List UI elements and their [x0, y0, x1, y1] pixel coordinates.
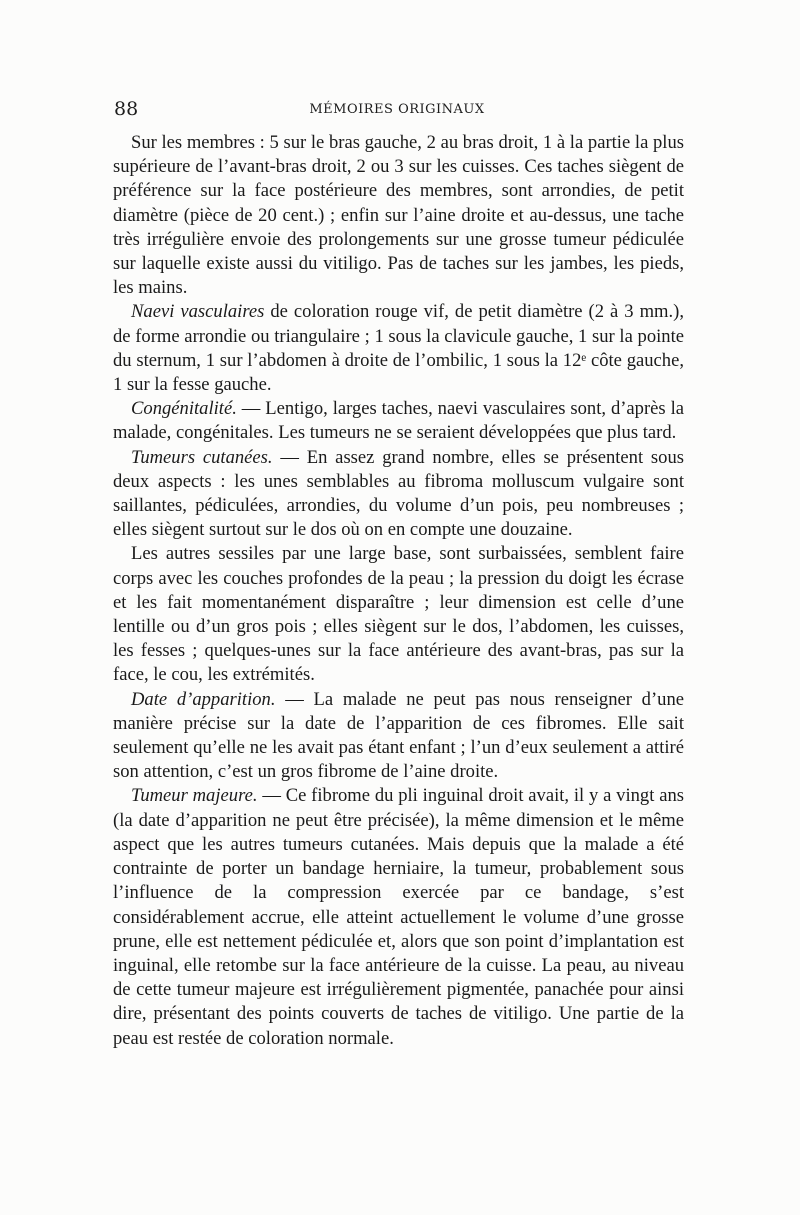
paragraph-text: Sur les membres : 5 sur le bras gauche, 2 au bras droit, 1 à la partie la plus supérieure de l’avant-bras droit, 2 ou 3 sur les cuisses. Ces taches siègent de préférence sur la face postérieure des membres, sont arrondies, de petit diamètre (pièce de 20 cent.) ; enfin sur l’aine droite et au-dessus, une tache très irrégulière envoie des prolongements sur une grosse tumeur pédiculée sur laquelle existe aussi du vitiligo. Pas de taches sur les jambes, les pieds, les mains. [113, 132, 684, 299]
page-number: 88 [114, 98, 139, 120]
paragraph-tumeurs-cutanees [113, 446, 684, 543]
paragraph-tumeur-majeure [113, 784, 684, 1050]
paragraph-text: — La malade ne peut pas nous renseigner d’une manière précise sur la date de l’apparition de ces fibromes. Elle sait seulement qu’elle ne les avait pas étant enfant ; l’un d’eux seulement a attiré son attention, c’est un gros fibrome de l’aine droite. [113, 688, 685, 783]
paragraph-lead: Naevi vasculaires [131, 301, 265, 323]
paragraph-text: de coloration rouge vif, de petit diamètre (2 à 3 mm.), de forme arrondie ou triangulaire ; 1 sous la clavicule gauche, 1 sur la pointe du sternum, 1 sur l’abdomen à droite de l’ombilic, 1 sous la 12ᵉ côte gauche, 1 sur la fesse gauche. [113, 301, 684, 396]
running-head [110, 98, 684, 122]
paragraph-lead: Tumeurs cutanées. [131, 446, 273, 468]
paragraph-tumeurs-sessiles [113, 542, 684, 687]
body-text [113, 131, 684, 1051]
paragraph-text: — Ce fibrome du pli inguinal droit avait, il y a vingt ans (la date d’apparition ne peut être précisée), la même dimension et le même aspect que les autres tumeurs cutanées. Mais depuis que la malade a été contrainte de porter un bandage herniaire, la tumeur, probablement sous l’influence de la compression exercée par ce bandage, s’est considérablement accrue, elle atteint actuellement le volume d’une grosse prune, elle est nettement pédiculée et, alors que son point d’implantation est inguinal, elle retombe sur la face antérieure de la cuisse. La peau, au niveau de cette tumeur majeure est irrégulièrement pigmentée, panachée pour ainsi dire, présentant des points couverts de taches de vitiligo. Une partie de la peau est restée de coloration normale. [113, 785, 684, 1049]
paragraph-naevi [113, 300, 684, 397]
paragraph-text: — En assez grand nombre, elles se présentent sous deux aspects : les unes semblables au fibroma molluscum vulgaire sont saillantes, pédiculées, arrondies, du volume d’un pois, peu nombreuses ; elles siègent surtout sur le dos où on en compte une douzaine. [113, 446, 684, 541]
paragraph-text: Les autres sessiles par une large base, sont surbaissées, semblent faire corps avec les couches profondes de la peau ; la pression du doigt les écrase et les fait momentanément disparaître ; leur dimension est celle d’une lentille ou d’un gros pois ; elles siègent sur le dos, l’abdomen, les cuisses, les fesses ; quelques-unes sur la face antérieure des avant-bras, pas sur la face, le cou, les extrémités. [113, 543, 684, 686]
paragraph-lead: Date d’apparition. [131, 688, 276, 710]
paragraph-date-apparition [113, 688, 684, 785]
paragraph-membres [113, 131, 684, 300]
paragraph-lead: Congénitalité. [131, 398, 237, 420]
paragraph-congenitalite [113, 397, 684, 445]
paragraph-text: — Lentigo, larges taches, naevi vasculaires sont, d’après la malade, congénitales. Les tumeurs ne se seraient développées que plus tard. [113, 398, 684, 444]
running-title: MÉMOIRES ORIGINAUX [309, 102, 485, 117]
paragraph-lead: Tumeur majeure. [131, 785, 258, 807]
